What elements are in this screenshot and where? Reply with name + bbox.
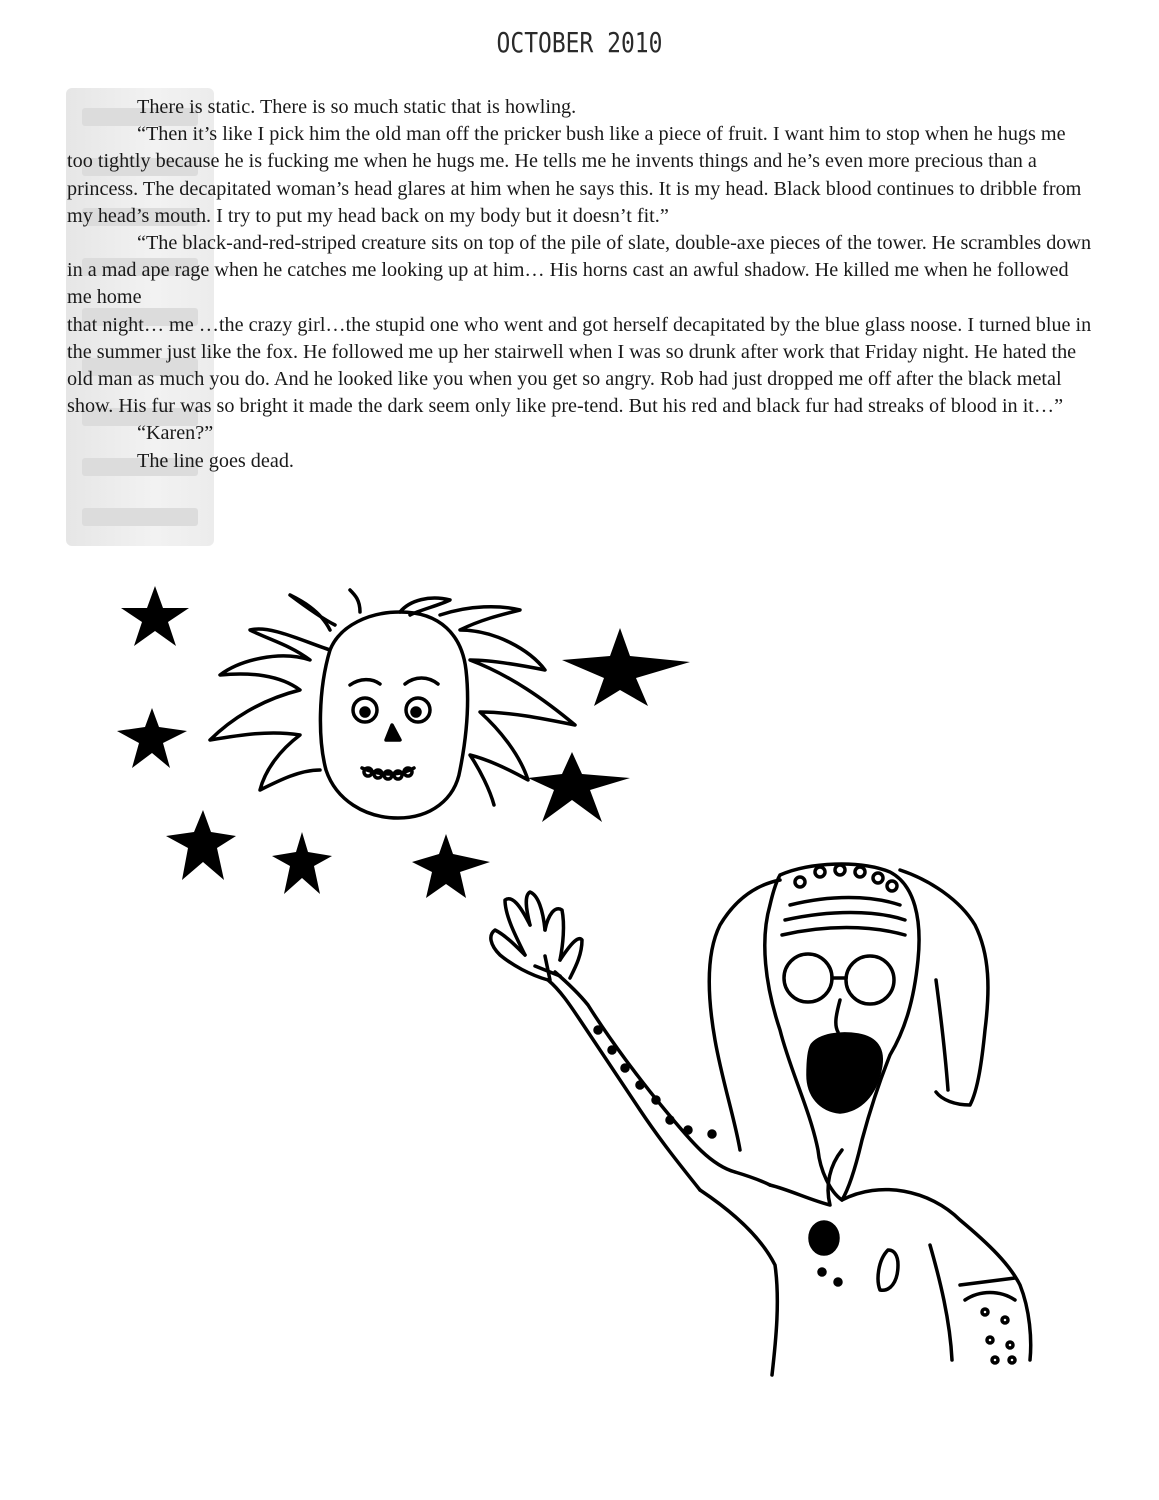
- skull-head: [210, 590, 575, 818]
- paragraph-old-man: “Then it’s like I pick him the old man off the pricker bush like a piece of fruit. I want him to stop when he hugs me too tightly because he is fucking me when he hugs me. He tells me he invents things and he’s even more precious than a princess. The decapitated woman’s head glares at him when he says this. It is my head. Black blood continues to dribble from my head’s mouth. I try to put my head back on my body but it doesn’t fit.”: [67, 123, 1082, 227]
- ink-illustration: [0, 560, 1159, 1460]
- star-icon: [272, 832, 332, 894]
- paragraph-that-night: that night… me …the crazy girl…the stupid one who went and got herself decapitated by the blue glass noose. I turned blue in the summer just like the fox. He followed me up her stairwell when I was so drunk after work that Friday night. He hated the old man as much you do. And he looked like you when you get so angry. Rob had just dropped me off after the black metal show. His fur was so bright it made the dark seem only like pre-tend. But his red and black fur had streaks of blood in it…”: [67, 313, 1092, 418]
- page-header: OCTOBER 2010: [496, 26, 663, 59]
- paragraph-karen: “Karen?”: [137, 422, 214, 445]
- star-icon: [121, 586, 189, 646]
- star-icon: [117, 708, 187, 768]
- screaming-figure: [491, 864, 1031, 1375]
- paragraph-line-dead: The line goes dead.: [137, 449, 294, 472]
- star-icon: [562, 628, 690, 706]
- paragraph-creature: “The black-and-red-striped creature sits on top of the pile of slate, double-axe pieces of the tower. He scrambles down in a mad ape rage when he catches me looking up at him… His horns cast an awful shadow. He killed me when he followed me home: [67, 232, 1092, 309]
- story-text: [67, 94, 1092, 475]
- star-icon: [528, 752, 630, 822]
- star-icon: [166, 810, 236, 880]
- stars-group: [117, 586, 690, 898]
- paragraph-static: There is static. There is so much static that is howling.: [137, 96, 577, 118]
- star-icon: [412, 834, 490, 898]
